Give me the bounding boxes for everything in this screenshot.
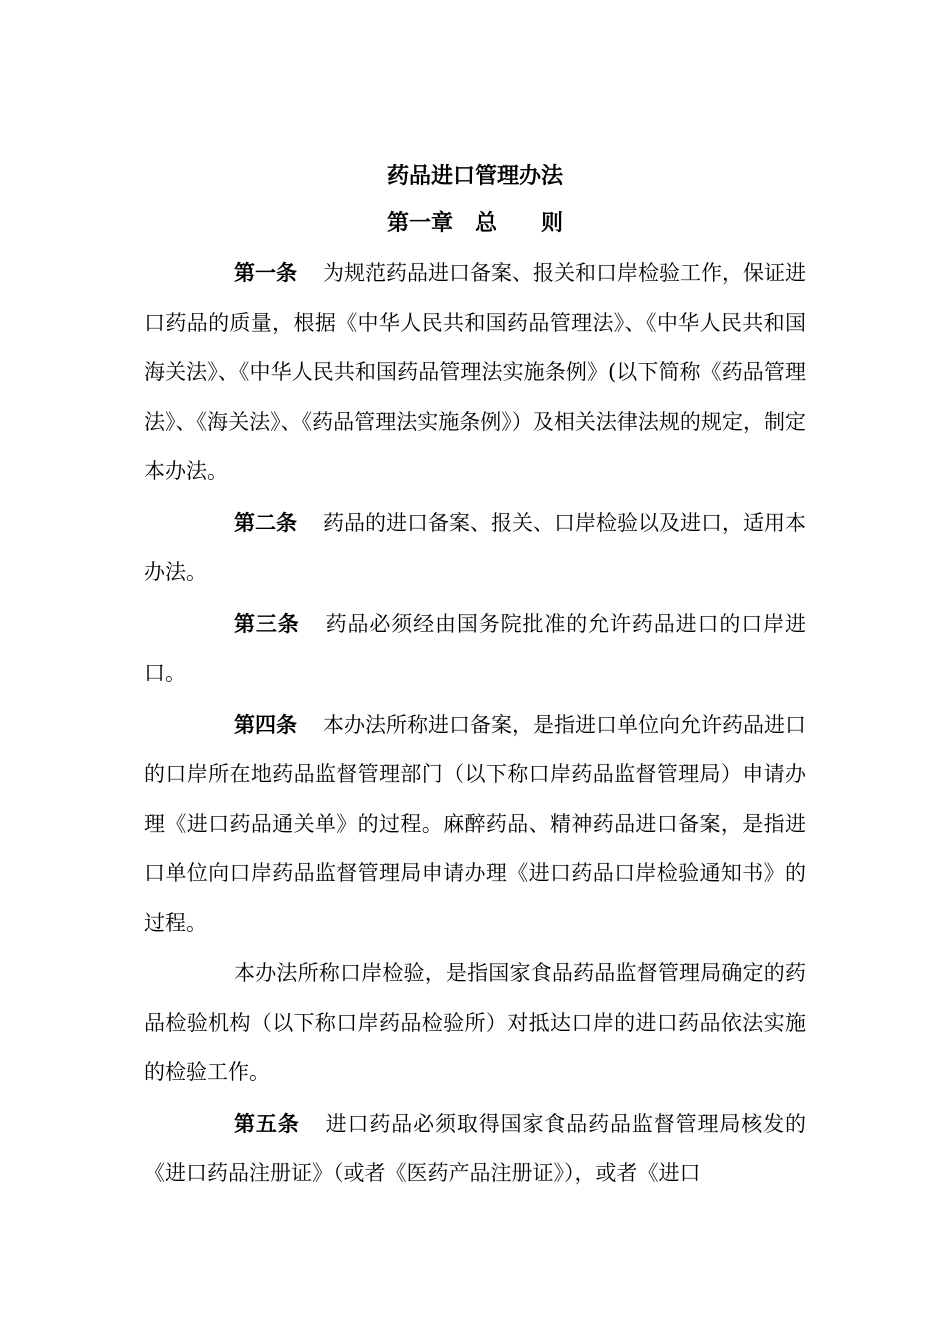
article-4-continued — [144, 949, 806, 1098]
document-title: 药品进口管理办法 — [386, 163, 563, 189]
article-text: 本办法所称进口备案，是指进口单位向允许药品进口的口岸所在地药品监督管理部门（以下称口岸药品监督管理局）申请办理《进口药品通关单》的过程。麻醉药品、精神药品进口备案，是指进口单位向口岸药品监督管理局申请办理《进口药品口岸检验通知书》的过程。 — [144, 712, 806, 935]
article-text: 本办法所称口岸检验，是指国家食品药品监督管理局确定的药品检验机构（以下称口岸药品检验所）对抵达口岸的进口药品依法实施的检验工作。 — [144, 961, 806, 1084]
article-label: 第三条 — [234, 610, 300, 636]
article-text: 药品必须经由国务院批准的允许药品进口的口岸进口。 — [144, 611, 806, 685]
article-text: 进口药品必须取得国家食品药品监督管理局核发的《进口药品注册证》（或者《医药产品注册证》），或者《进口 — [144, 1111, 806, 1185]
article-label: 第二条 — [234, 509, 297, 535]
article-3 — [144, 599, 806, 699]
document-page — [144, 154, 806, 1200]
chapter-title: 第一章 总 则 — [386, 210, 563, 236]
article-label: 第四条 — [234, 711, 297, 737]
article-2 — [144, 498, 806, 598]
article-4 — [144, 700, 806, 949]
article-text: 药品的进口备案、报关、口岸检验以及进口，适用本办法。 — [144, 510, 806, 584]
article-5 — [144, 1099, 806, 1199]
article-label: 第五条 — [234, 1110, 300, 1136]
article-1 — [144, 248, 806, 497]
article-text: 为规范药品进口备案、报关和口岸检验工作，保证进口药品的质量，根据《中华人民共和国药品管理法》、《中华人民共和国海关法》、《中华人民共和国药品管理法实施条例》(以下简称《药品管理法》、《海关法》、《药品管理法实施条例》）及相关法律法规的规定，制定本办法。 — [144, 261, 806, 483]
article-label: 第一条 — [234, 260, 297, 285]
